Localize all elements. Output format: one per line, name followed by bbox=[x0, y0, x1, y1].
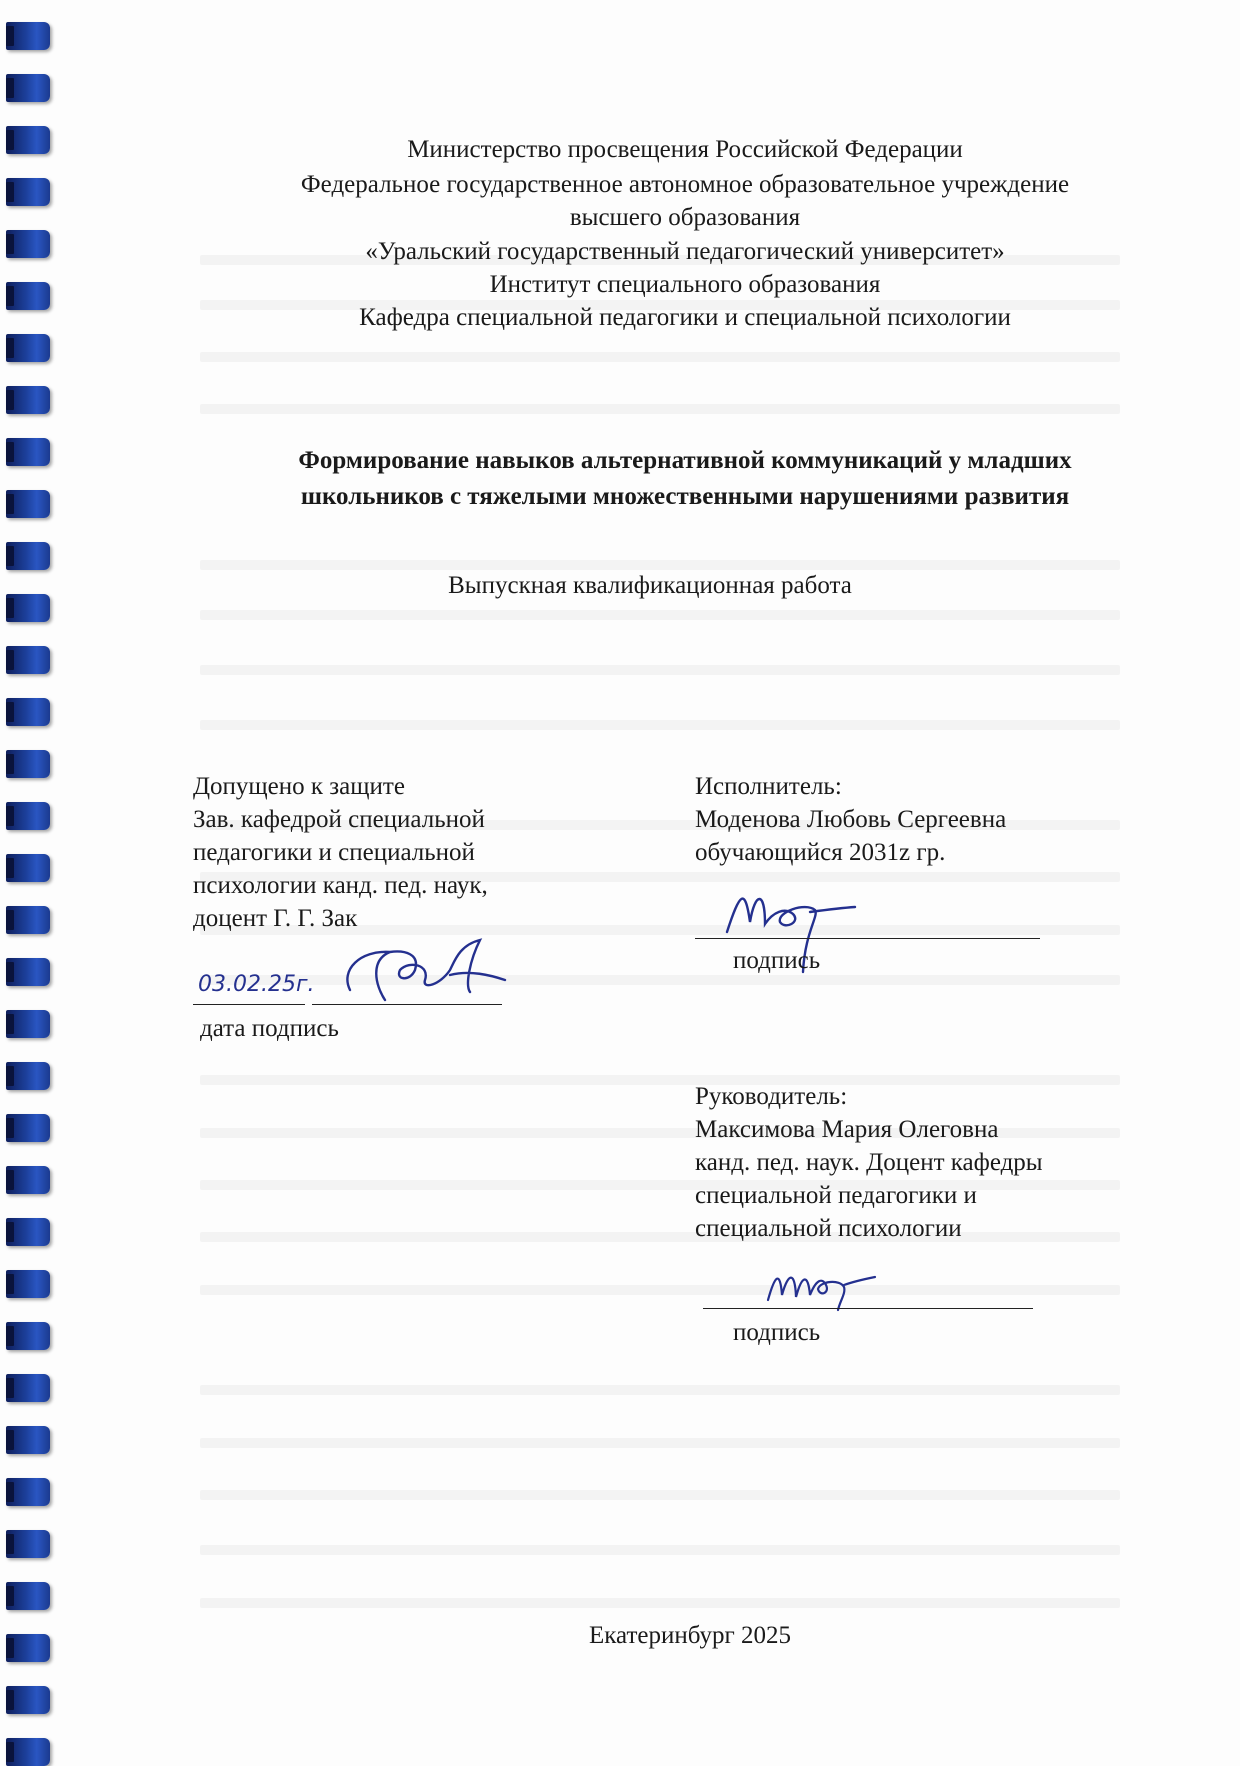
binding-hole bbox=[6, 594, 50, 622]
binding-hole bbox=[6, 646, 50, 674]
department-name: Кафедра специальной педагогики и специальной психологии bbox=[359, 304, 1011, 331]
education-level: высшего образования bbox=[569, 204, 801, 231]
binding-hole bbox=[6, 282, 50, 310]
title-line-1: Формирование навыков альтернативной коммуникаций у младших bbox=[298, 447, 1072, 474]
binding-hole bbox=[6, 542, 50, 570]
supervisor-label: Руководитель: bbox=[695, 1083, 848, 1110]
binding-hole bbox=[6, 1374, 50, 1402]
binding-hole bbox=[6, 750, 50, 778]
supervisor-degree: канд. пед. наук. Доцент кафедры bbox=[695, 1149, 1043, 1176]
university-name: «Уральский государственный педагогический университет» bbox=[365, 238, 1005, 265]
binding-hole bbox=[6, 1114, 50, 1142]
binding-hole bbox=[6, 906, 50, 934]
ministry-name: Министерство просвещения Российской Федерации bbox=[407, 136, 963, 163]
executor-name: Моденова Любовь Сергеевна bbox=[695, 806, 1007, 833]
binding-hole bbox=[6, 178, 50, 206]
binding-hole bbox=[6, 1686, 50, 1714]
binding-hole bbox=[6, 386, 50, 414]
admission-head-name: доцент Г. Г. Зак bbox=[193, 905, 358, 932]
executor-group: обучающийся 2031z гр. bbox=[695, 839, 946, 866]
city-year: Екатеринбург 2025 bbox=[588, 1622, 792, 1649]
binding-hole bbox=[6, 854, 50, 882]
binding-hole bbox=[6, 1166, 50, 1194]
binding-hole bbox=[6, 1426, 50, 1454]
executor-label: Исполнитель: bbox=[695, 773, 842, 800]
supervisor-signature-caption: подпись bbox=[733, 1319, 821, 1346]
supervisor-name: Максимова Мария Олеговна bbox=[695, 1116, 999, 1143]
admission-position-3: психологии канд. пед. наук, bbox=[193, 872, 488, 899]
binding-hole bbox=[6, 490, 50, 518]
binding-hole bbox=[6, 438, 50, 466]
institute-name: Институт специального образования bbox=[489, 271, 881, 298]
binding-hole bbox=[6, 1010, 50, 1038]
work-type: Выпускная квалификационная работа bbox=[448, 572, 852, 599]
supervisor-signature bbox=[760, 1255, 880, 1315]
binding-hole bbox=[6, 74, 50, 102]
binding-hole bbox=[6, 1738, 50, 1766]
head-signature bbox=[330, 930, 520, 1010]
binding-hole bbox=[6, 334, 50, 362]
supervisor-signature-line bbox=[703, 1308, 1033, 1309]
admission-position-2: педагогики и специальной bbox=[193, 839, 475, 866]
binding-hole bbox=[6, 230, 50, 258]
binding-hole bbox=[6, 22, 50, 50]
binding-hole bbox=[6, 1322, 50, 1350]
binding-hole bbox=[6, 126, 50, 154]
binding-hole bbox=[6, 1270, 50, 1298]
binding-hole bbox=[6, 802, 50, 830]
spiral-binding bbox=[0, 0, 60, 1754]
handwritten-date: 03.02.25г. bbox=[198, 972, 315, 997]
binding-hole bbox=[6, 1530, 50, 1558]
date-line bbox=[193, 1004, 305, 1005]
binding-hole bbox=[6, 1218, 50, 1246]
binding-hole bbox=[6, 958, 50, 986]
executor-signature-caption: подпись bbox=[733, 947, 821, 974]
date-signature-caption: дата подпись bbox=[200, 1015, 339, 1042]
admission-position-1: Зав. кафедрой специальной bbox=[193, 806, 485, 833]
title-line-2: школьников с тяжелыми множественными нарушениями развития bbox=[300, 483, 1070, 510]
binding-hole bbox=[6, 1062, 50, 1090]
binding-hole bbox=[6, 1478, 50, 1506]
binding-hole bbox=[6, 698, 50, 726]
supervisor-department-1: специальной педагогики и bbox=[695, 1182, 977, 1209]
admission-label: Допущено к защите bbox=[193, 773, 405, 800]
executor-signature-line bbox=[695, 938, 1040, 939]
binding-hole bbox=[6, 1582, 50, 1610]
supervisor-department-2: специальной психологии bbox=[695, 1215, 962, 1242]
binding-hole bbox=[6, 1634, 50, 1662]
university-type: Федеральное государственное автономное образовательное учреждение bbox=[300, 171, 1070, 198]
